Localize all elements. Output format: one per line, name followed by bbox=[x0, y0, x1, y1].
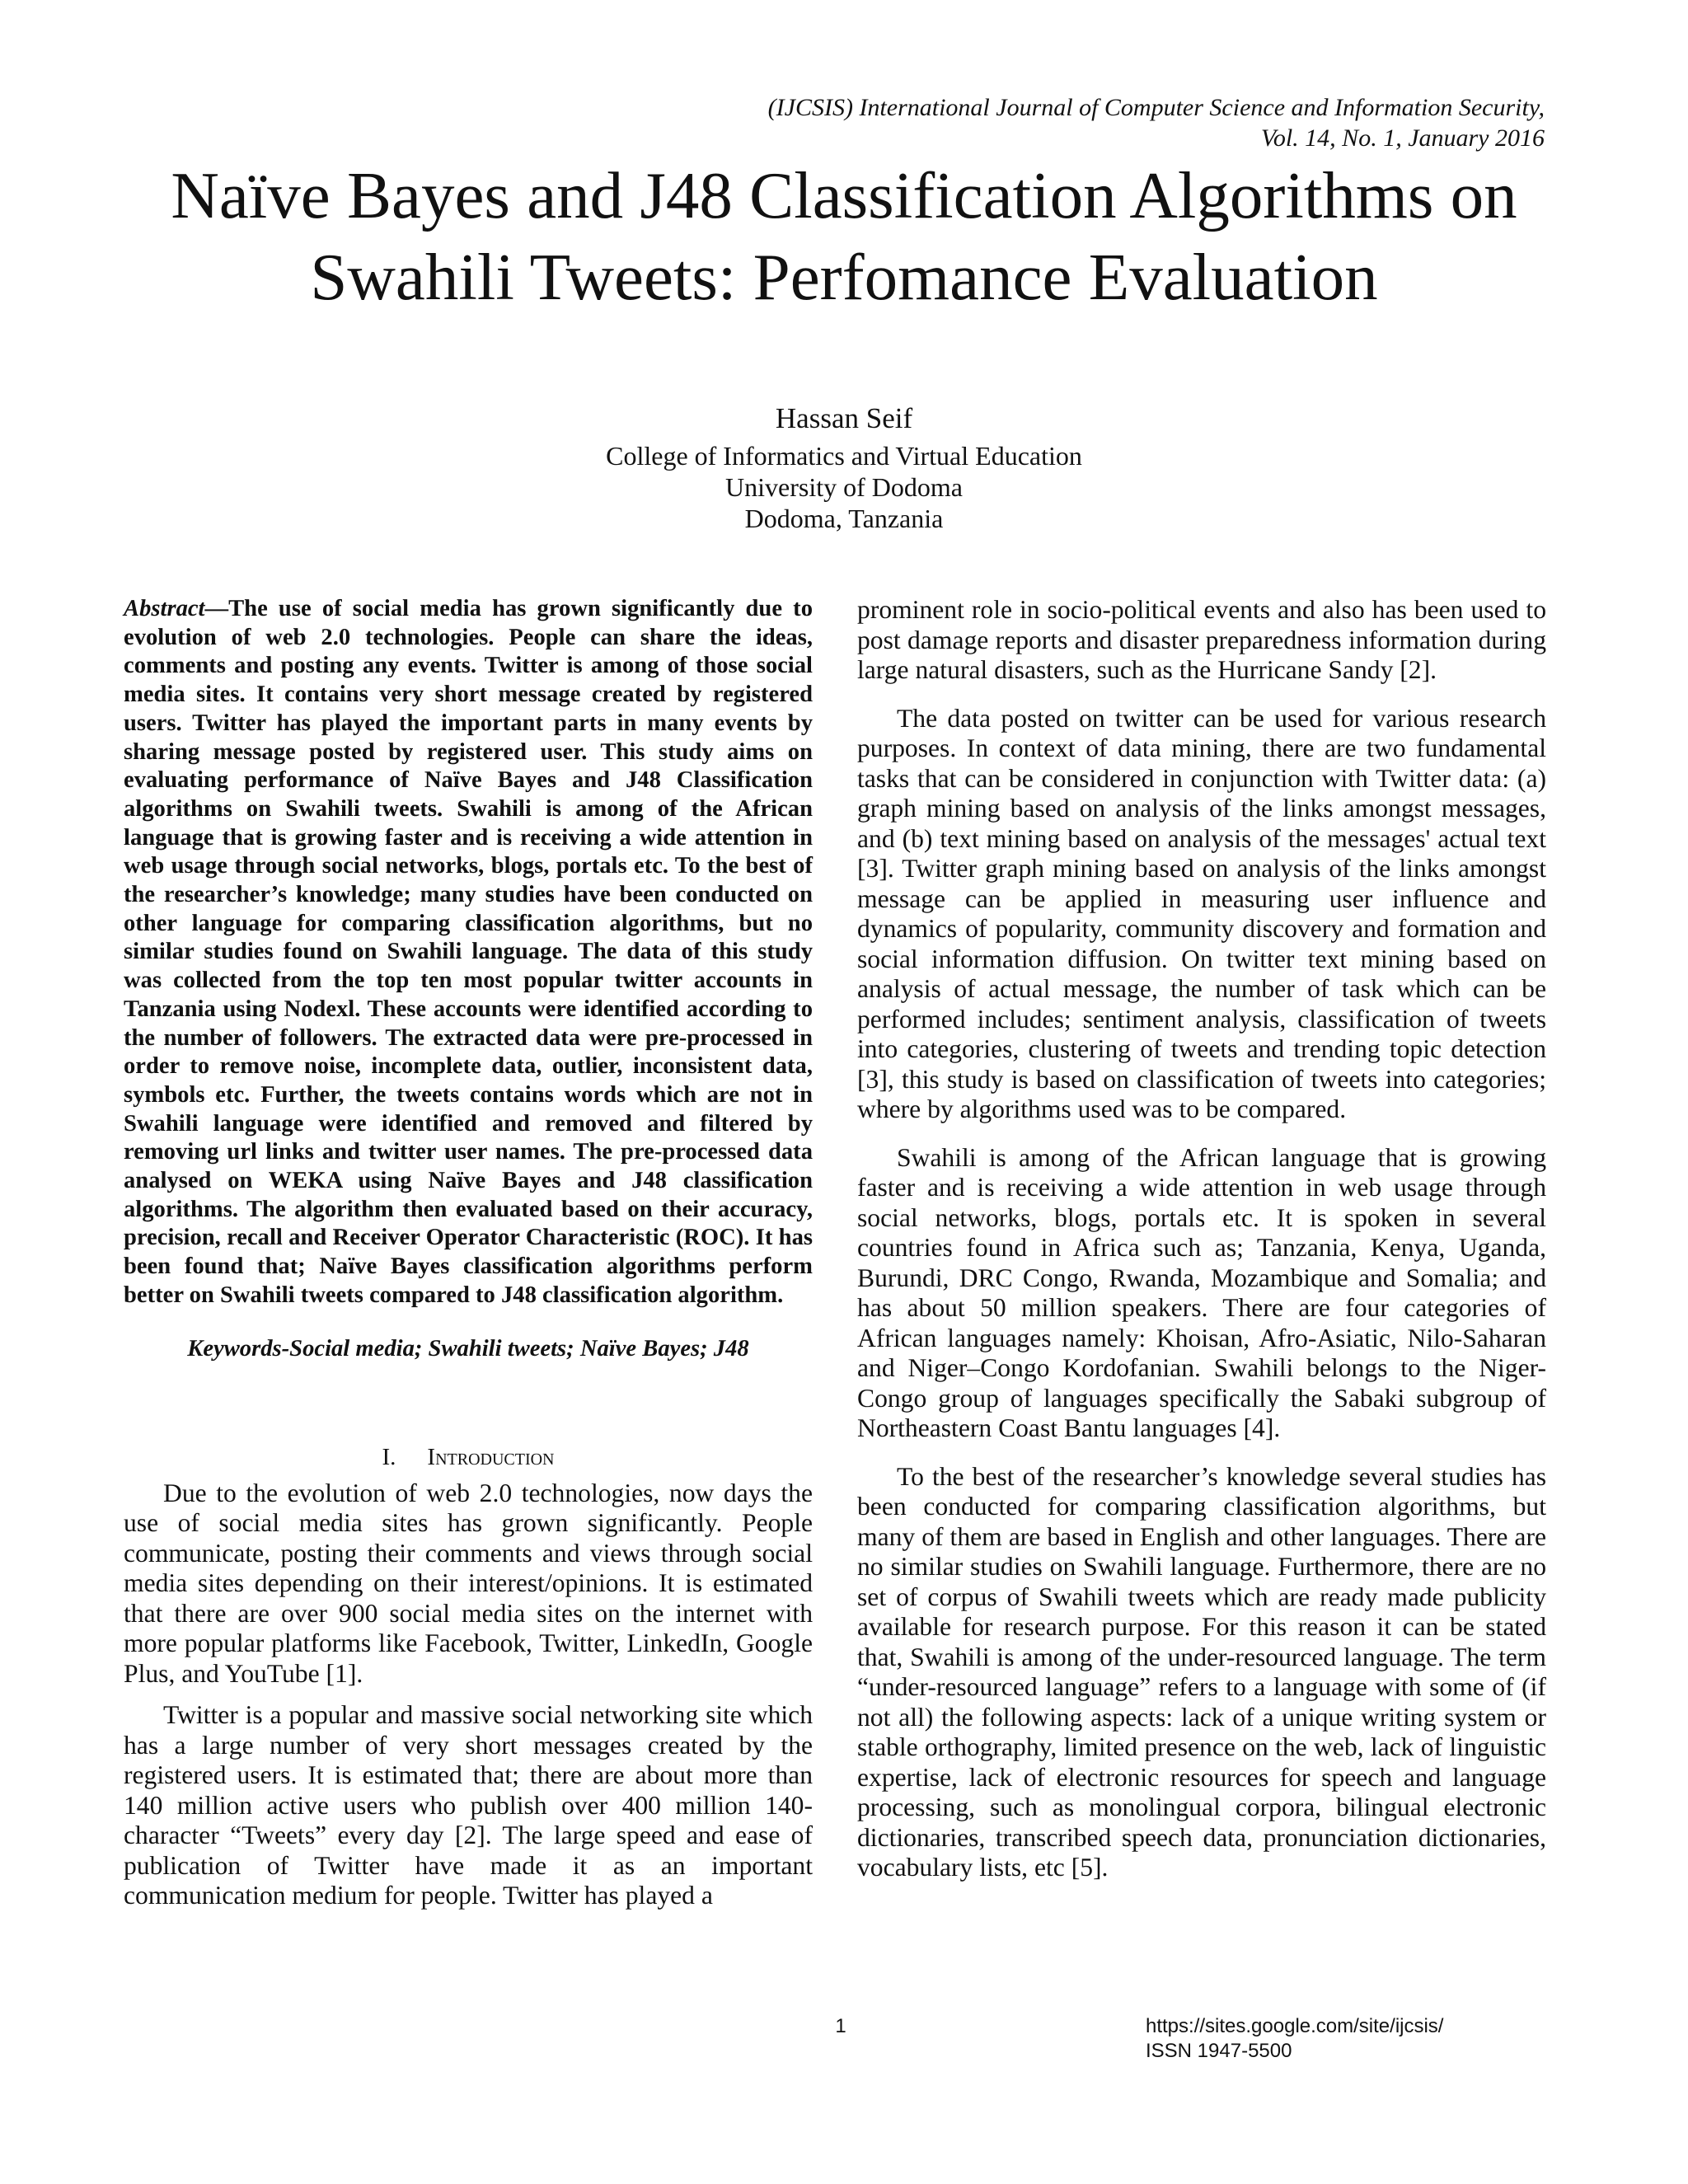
author-name: Hassan Seif bbox=[775, 402, 913, 434]
intro-paragraph-2: Twitter is a popular and massive social networking site which has a large number of very short messages created by the registered users. It is estimated that; there are about more than 140 million active users who publish over 400 million 140-character “Tweets” every day [2]. The large speed and ease of publication of Twitter have made it as an important communication medium for people. Twitter has played a bbox=[124, 1700, 813, 1910]
section-title: Introduction bbox=[427, 1443, 555, 1470]
intro-paragraph-2-continued: prominent role in socio-political events and also has been used to post damage reports and disaster preparedness information during large natural disasters, such as the Hurricane Sandy [2]. bbox=[857, 595, 1546, 684]
author-affiliation-university: University of Dodoma bbox=[725, 472, 963, 502]
section-heading-introduction bbox=[124, 1442, 813, 1472]
author-affiliation-location: Dodoma, Tanzania bbox=[744, 504, 944, 533]
left-column bbox=[124, 595, 813, 1923]
abstract-label: Abstract bbox=[124, 596, 205, 621]
footer-info bbox=[1146, 2014, 1558, 2064]
intro-paragraph-5: To the best of the researcher’s knowledge several studies has been conducted for comparing classification algorithms, but many of them are based in English and other languages. There are no similar studies on Swahili language. Furthermore, there are no set of corpus of Swahili tweets which are ready made publicity available for research purpose. For this reason it can be stated that, Swahili is among of the under-resourced language. The term “under-resourced language” refers to a language with some of (if not all) the following aspects: lack of a unique writing system or stable orthography, limited presence on the web, lack of linguistic expertise, lack of electronic resources for speech and language processing, such as monolingual corpora, bilingual electronic dictionaries, transcribed speech data, pronunciation dictionaries, vocabulary lists, etc [5]. bbox=[857, 1461, 1546, 1882]
journal-header-line2: Vol. 14, No. 1, January 2016 bbox=[1260, 124, 1545, 152]
paper-title-line1: Naïve Bayes and J48 Classification Algorithms on bbox=[171, 158, 1517, 232]
paper-title bbox=[124, 155, 1564, 318]
paper-title-line2: Swahili Tweets: Perfomance Evaluation bbox=[310, 240, 1378, 314]
author-affiliation-college: College of Informatics and Virtual Education bbox=[606, 441, 1082, 471]
intro-paragraph-4: Swahili is among of the African language that is growing faster and is receiving a wide attention in web usage through social networks, blogs, portals etc. It is spoken in several countries found in Africa such as; Tanzania, Kenya, Uganda, Burundi, DRC Congo, Rwanda, Mozambique and Somalia; and has about 50 million speakers. There are four categories of African languages namely: Khoisan, Afro-Asiatic, Nilo-Saharan and Niger–Congo Kordofanian. Swahili belongs to the Niger- Congo group of languages specifically the Sabaki subgroup of Northeastern Coast Bantu languages [4]. bbox=[857, 1142, 1546, 1442]
intro-paragraph-1: Due to the evolution of web 2.0 technologies, now days the use of social media sites has grown significantly. People communicate, posting their comments and views through social media sites depending on their interest/opinions. It is estimated that there are over 900 social media sites on the internet with more popular platforms like Facebook, Twitter, LinkedIn, Google Plus, and YouTube [1]. bbox=[124, 1478, 813, 1688]
section-number: I. bbox=[382, 1443, 396, 1470]
keywords: Keywords-Social media; Swahili tweets; Naïve Bayes; J48 bbox=[187, 1335, 749, 1361]
intro-paragraph-3: The data posted on twitter can be used for various research purposes. In context of data mining, there are two fundamental tasks that can be considered in conjunction with Twitter data: (a) graph mining based on analysis of the links amongst messages, and (b) text mining based on analysis of the messages' actual text [3]. Twitter graph mining based on analysis of the links amongst message can be applied in measuring user influence and dynamics of popularity, community discovery and formation and social information diffusion. On twitter text mining based on analysis of actual message, the number of task which can be performed includes; sentiment analysis, classification of tweets into categories, clustering of tweets and trending topic detection [3], this study is based on classification of tweets into categories; where by algorithms used was to be compared. bbox=[857, 703, 1546, 1123]
abstract bbox=[124, 595, 813, 1310]
issn: ISSN 1947-5500 bbox=[1146, 2040, 1292, 2062]
right-column bbox=[857, 595, 1546, 1901]
page-number: 1 bbox=[835, 2015, 846, 2037]
journal-header-line1: (IJCSIS) International Journal of Computer Science and Information Security, bbox=[767, 94, 1545, 121]
author-block bbox=[432, 397, 1256, 534]
journal-header bbox=[391, 92, 1545, 153]
abstract-text: —The use of social media has grown significantly due to evolution of web 2.0 technologies. People can share the ideas, comments and posting any events. Twitter is among of those social media sites. It contains very short message created by registered users. Twitter has played the important parts in many events by sharing message posted by registered user. This study aims on evaluating performance of Naïve Bayes and J48 Classification algorithms on Swahili tweets. Swahili is among of the African language that is growing faster and is receiving a wide attention in web usage through social networks, blogs, portals etc. To the best of the researcher’s knowledge; many studies have been conducted on other language for comparing classification algorithms, but no similar studies found on Swahili language. The data of this study was collected from the top ten most popular twitter accounts in Tanzania using Nodexl. These accounts were identified according to the number of followers. The extracted data were pre-processed in order to remove noise, incomplete data, outlier, inconsistent data, symbols etc. Further, the tweets contains words which are not in Swahili language were identified and removed and filtered by removing url links and twitter user names. The pre-processed data analysed on WEKA using Naïve Bayes and J48 classification algorithms. The algorithm then evaluated based on their accuracy, precision, recall and Receiver Operator Characteristic (ROC). It has been found that; Naïve Bayes classification algorithms perform better on Swahili tweets compared to J48 classification algorithm. bbox=[124, 596, 813, 1308]
journal-url: https://sites.google.com/site/ijcsis/ bbox=[1146, 2015, 1444, 2037]
